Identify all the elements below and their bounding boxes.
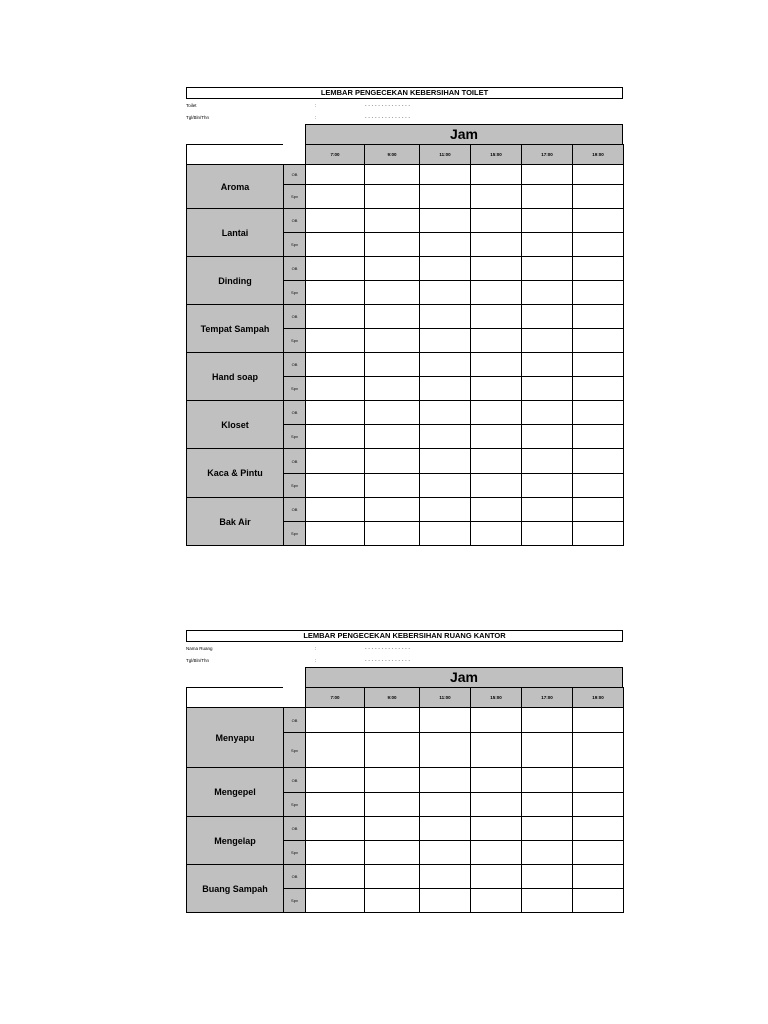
meta-colon: : — [315, 646, 317, 651]
jam-header: Jam — [305, 667, 623, 688]
check-cell[interactable] — [365, 401, 420, 425]
check-cell[interactable] — [522, 353, 573, 377]
check-cell[interactable] — [420, 708, 471, 733]
role-label: Spv — [284, 474, 306, 498]
check-cell[interactable] — [573, 281, 624, 305]
check-cell[interactable] — [420, 377, 471, 401]
check-cell[interactable] — [306, 329, 365, 353]
check-cell[interactable] — [471, 708, 522, 733]
check-cell[interactable] — [420, 768, 471, 793]
check-cell[interactable] — [522, 425, 573, 449]
table-row — [187, 708, 624, 733]
meta-row-date — [186, 658, 623, 664]
meta-colon: : — [315, 658, 317, 663]
check-cell[interactable] — [522, 474, 573, 498]
table-row — [187, 257, 624, 281]
check-cell[interactable] — [573, 708, 624, 733]
check-cell[interactable] — [420, 401, 471, 425]
table-row — [187, 209, 624, 233]
time-header-row — [187, 145, 624, 165]
role-label: OB — [284, 257, 306, 281]
check-cell[interactable] — [573, 233, 624, 257]
check-cell[interactable] — [522, 209, 573, 233]
check-cell[interactable] — [573, 209, 624, 233]
meta-label: Nama Ruang — [186, 646, 213, 651]
check-cell[interactable] — [420, 257, 471, 281]
role-label: OB — [284, 449, 306, 474]
check-cell[interactable] — [471, 305, 522, 329]
check-cell[interactable] — [420, 233, 471, 257]
check-cell[interactable] — [522, 449, 573, 474]
check-cell[interactable] — [306, 498, 365, 522]
role-label: OB — [284, 165, 306, 185]
check-cell[interactable] — [365, 233, 420, 257]
check-cell[interactable] — [573, 257, 624, 281]
check-cell[interactable] — [471, 498, 522, 522]
check-cell[interactable] — [573, 733, 624, 768]
check-cell[interactable] — [522, 329, 573, 353]
check-cell[interactable] — [420, 817, 471, 841]
task-label: Buang Sampah — [187, 865, 284, 913]
check-cell[interactable] — [420, 281, 471, 305]
check-cell[interactable] — [306, 209, 365, 233]
check-cell[interactable] — [522, 185, 573, 209]
check-cell[interactable] — [471, 353, 522, 377]
time-slot-header: 15:00 — [471, 688, 522, 708]
role-label: OB — [284, 305, 306, 329]
task-label: Lantai — [187, 209, 284, 257]
check-cell[interactable] — [365, 329, 420, 353]
toilet-checklist-sheet — [186, 87, 623, 547]
role-label: OB — [284, 353, 306, 377]
check-cell[interactable] — [420, 733, 471, 768]
check-cell[interactable] — [471, 768, 522, 793]
check-cell[interactable] — [522, 817, 573, 841]
meta-label: Toilet — [186, 103, 197, 108]
check-cell[interactable] — [522, 305, 573, 329]
check-cell[interactable] — [522, 733, 573, 768]
check-cell[interactable] — [471, 165, 522, 185]
meta-label: Tgl/Bln/Thn — [186, 115, 210, 120]
check-cell[interactable] — [522, 165, 573, 185]
check-cell[interactable] — [365, 377, 420, 401]
check-cell[interactable] — [573, 474, 624, 498]
check-cell[interactable] — [420, 449, 471, 474]
task-label: Mengelap — [187, 817, 284, 865]
header-spacer — [187, 688, 284, 708]
check-cell[interactable] — [471, 865, 522, 889]
check-cell[interactable] — [365, 768, 420, 793]
check-cell[interactable] — [522, 865, 573, 889]
check-cell[interactable] — [306, 841, 365, 865]
header-spacer — [284, 145, 306, 165]
task-label: Dinding — [187, 257, 284, 305]
check-cell[interactable] — [573, 165, 624, 185]
task-label: Menyapu — [187, 708, 284, 768]
check-cell[interactable] — [522, 498, 573, 522]
check-cell[interactable] — [471, 425, 522, 449]
time-slot-header: 11:00 — [420, 688, 471, 708]
time-slot-header: 9:00 — [365, 688, 420, 708]
role-label: Spv — [284, 733, 306, 768]
task-label: Kloset — [187, 401, 284, 449]
table-row — [187, 353, 624, 377]
role-label: Spv — [284, 425, 306, 449]
sheet-title: LEMBAR PENGECEKAN KEBERSIHAN TOILET — [186, 87, 623, 99]
check-cell[interactable] — [365, 425, 420, 449]
meta-colon: : — [315, 103, 317, 108]
jam-header: Jam — [305, 124, 623, 145]
check-cell[interactable] — [573, 498, 624, 522]
check-cell[interactable] — [306, 425, 365, 449]
role-label: Spv — [284, 329, 306, 353]
check-cell[interactable] — [471, 377, 522, 401]
check-cell[interactable] — [522, 889, 573, 913]
check-cell[interactable] — [420, 498, 471, 522]
check-cell[interactable] — [306, 401, 365, 425]
role-label: Spv — [284, 377, 306, 401]
check-cell[interactable] — [306, 257, 365, 281]
meta-label: Tgl/Bln/Thn — [186, 658, 210, 663]
check-cell[interactable] — [573, 768, 624, 793]
check-cell[interactable] — [522, 257, 573, 281]
time-slot-header: 7:00 — [306, 688, 365, 708]
check-cell[interactable] — [471, 733, 522, 768]
header-spacer — [187, 145, 284, 165]
check-cell[interactable] — [522, 768, 573, 793]
check-cell[interactable] — [365, 708, 420, 733]
check-cell[interactable] — [365, 889, 420, 913]
check-cell[interactable] — [573, 377, 624, 401]
check-cell[interactable] — [471, 329, 522, 353]
check-cell[interactable] — [306, 793, 365, 817]
check-cell[interactable] — [365, 449, 420, 474]
check-cell[interactable] — [573, 305, 624, 329]
check-cell[interactable] — [471, 841, 522, 865]
check-cell[interactable] — [306, 281, 365, 305]
check-cell[interactable] — [306, 233, 365, 257]
check-cell[interactable] — [365, 474, 420, 498]
table-row — [187, 498, 624, 522]
check-cell[interactable] — [471, 209, 522, 233]
check-cell[interactable] — [365, 281, 420, 305]
check-cell[interactable] — [573, 185, 624, 209]
check-cell[interactable] — [471, 474, 522, 498]
check-cell[interactable] — [365, 185, 420, 209]
check-cell[interactable] — [573, 329, 624, 353]
check-cell[interactable] — [306, 353, 365, 377]
check-cell[interactable] — [573, 889, 624, 913]
check-cell[interactable] — [471, 233, 522, 257]
check-cell[interactable] — [420, 841, 471, 865]
role-label: OB — [284, 768, 306, 793]
check-cell[interactable] — [573, 817, 624, 841]
check-cell[interactable] — [420, 474, 471, 498]
check-cell[interactable] — [365, 793, 420, 817]
check-cell[interactable] — [573, 841, 624, 865]
check-cell[interactable] — [522, 377, 573, 401]
meta-row-date — [186, 115, 623, 121]
time-slot-header: 9:00 — [365, 145, 420, 165]
task-label: Hand soap — [187, 353, 284, 401]
time-slot-header: 17:00 — [522, 145, 573, 165]
role-label: OB — [284, 209, 306, 233]
meta-fill-line[interactable]: - - - - - - - - - - - - - - — [365, 658, 411, 663]
check-cell[interactable] — [471, 793, 522, 817]
check-cell[interactable] — [306, 708, 365, 733]
check-cell[interactable] — [306, 185, 365, 209]
check-cell[interactable] — [420, 209, 471, 233]
table-row — [187, 165, 624, 185]
check-cell[interactable] — [573, 865, 624, 889]
check-cell[interactable] — [522, 281, 573, 305]
check-cell[interactable] — [471, 185, 522, 209]
meta-row-toilet — [186, 103, 623, 109]
role-label: Spv — [284, 281, 306, 305]
check-cell[interactable] — [365, 305, 420, 329]
check-cell[interactable] — [420, 353, 471, 377]
task-label: Bak Air — [187, 498, 284, 546]
time-slot-header: 17:00 — [522, 688, 573, 708]
check-cell[interactable] — [471, 401, 522, 425]
check-cell[interactable] — [471, 817, 522, 841]
check-cell[interactable] — [306, 889, 365, 913]
check-cell[interactable] — [471, 257, 522, 281]
role-label: Spv — [284, 233, 306, 257]
check-cell[interactable] — [306, 377, 365, 401]
check-cell[interactable] — [365, 165, 420, 185]
table-row — [187, 768, 624, 793]
check-cell[interactable] — [306, 474, 365, 498]
check-cell[interactable] — [365, 817, 420, 841]
check-cell[interactable] — [573, 793, 624, 817]
role-label: Spv — [284, 185, 306, 209]
header-spacer — [284, 688, 306, 708]
role-label: OB — [284, 865, 306, 889]
check-cell[interactable] — [420, 329, 471, 353]
check-cell[interactable] — [365, 353, 420, 377]
time-header-row — [187, 688, 624, 708]
office-checklist-sheet — [186, 630, 623, 913]
role-label: OB — [284, 401, 306, 425]
check-cell[interactable] — [306, 768, 365, 793]
check-cell[interactable] — [420, 793, 471, 817]
check-cell[interactable] — [420, 305, 471, 329]
check-cell[interactable] — [306, 817, 365, 841]
check-cell[interactable] — [573, 353, 624, 377]
table-row — [187, 401, 624, 425]
meta-fill-line[interactable]: - - - - - - - - - - - - - - — [365, 115, 411, 120]
toilet-check-table — [186, 144, 624, 546]
task-label: Kaca & Pintu — [187, 449, 284, 498]
meta-colon: : — [315, 115, 317, 120]
check-cell[interactable] — [306, 165, 365, 185]
check-cell[interactable] — [522, 793, 573, 817]
role-label: OB — [284, 708, 306, 733]
check-cell[interactable] — [522, 841, 573, 865]
time-slot-header: 11:00 — [420, 145, 471, 165]
table-row — [187, 305, 624, 329]
task-label: Tempat Sampah — [187, 305, 284, 353]
check-cell[interactable] — [471, 281, 522, 305]
check-cell[interactable] — [420, 425, 471, 449]
role-label: OB — [284, 498, 306, 522]
check-cell[interactable] — [365, 841, 420, 865]
time-slot-header: 19:00 — [573, 145, 624, 165]
check-cell[interactable] — [365, 498, 420, 522]
task-label: Aroma — [187, 165, 284, 209]
table-row — [187, 817, 624, 841]
role-label: OB — [284, 817, 306, 841]
role-label: Spv — [284, 522, 306, 546]
check-cell[interactable] — [471, 889, 522, 913]
meta-row-room — [186, 646, 623, 652]
check-cell[interactable] — [306, 733, 365, 768]
check-cell[interactable] — [365, 257, 420, 281]
check-cell[interactable] — [522, 522, 573, 546]
table-row — [187, 449, 624, 474]
check-cell[interactable] — [306, 305, 365, 329]
check-cell[interactable] — [420, 185, 471, 209]
check-cell[interactable] — [573, 522, 624, 546]
check-cell[interactable] — [573, 449, 624, 474]
role-label: Spv — [284, 841, 306, 865]
sheet-title: LEMBAR PENGECEKAN KEBERSIHAN RUANG KANTOR — [186, 630, 623, 642]
check-cell[interactable] — [420, 865, 471, 889]
check-cell[interactable] — [522, 233, 573, 257]
check-cell[interactable] — [365, 522, 420, 546]
check-cell[interactable] — [522, 708, 573, 733]
office-check-table — [186, 687, 624, 913]
check-cell[interactable] — [365, 209, 420, 233]
check-cell[interactable] — [573, 401, 624, 425]
time-slot-header: 15:00 — [471, 145, 522, 165]
meta-fill-line[interactable]: - - - - - - - - - - - - - - — [365, 103, 411, 108]
role-label: Spv — [284, 889, 306, 913]
check-cell[interactable] — [471, 522, 522, 546]
meta-fill-line[interactable]: - - - - - - - - - - - - - - — [365, 646, 411, 651]
check-cell[interactable] — [471, 449, 522, 474]
check-cell[interactable] — [365, 865, 420, 889]
check-cell[interactable] — [306, 865, 365, 889]
check-cell[interactable] — [522, 401, 573, 425]
check-cell[interactable] — [306, 522, 365, 546]
check-cell[interactable] — [420, 889, 471, 913]
check-cell[interactable] — [306, 449, 365, 474]
task-label: Mengepel — [187, 768, 284, 817]
time-slot-header: 7:00 — [306, 145, 365, 165]
role-label: Spv — [284, 793, 306, 817]
check-cell[interactable] — [420, 522, 471, 546]
check-cell[interactable] — [573, 425, 624, 449]
check-cell[interactable] — [365, 733, 420, 768]
time-slot-header: 19:00 — [573, 688, 624, 708]
table-row — [187, 865, 624, 889]
check-cell[interactable] — [420, 165, 471, 185]
